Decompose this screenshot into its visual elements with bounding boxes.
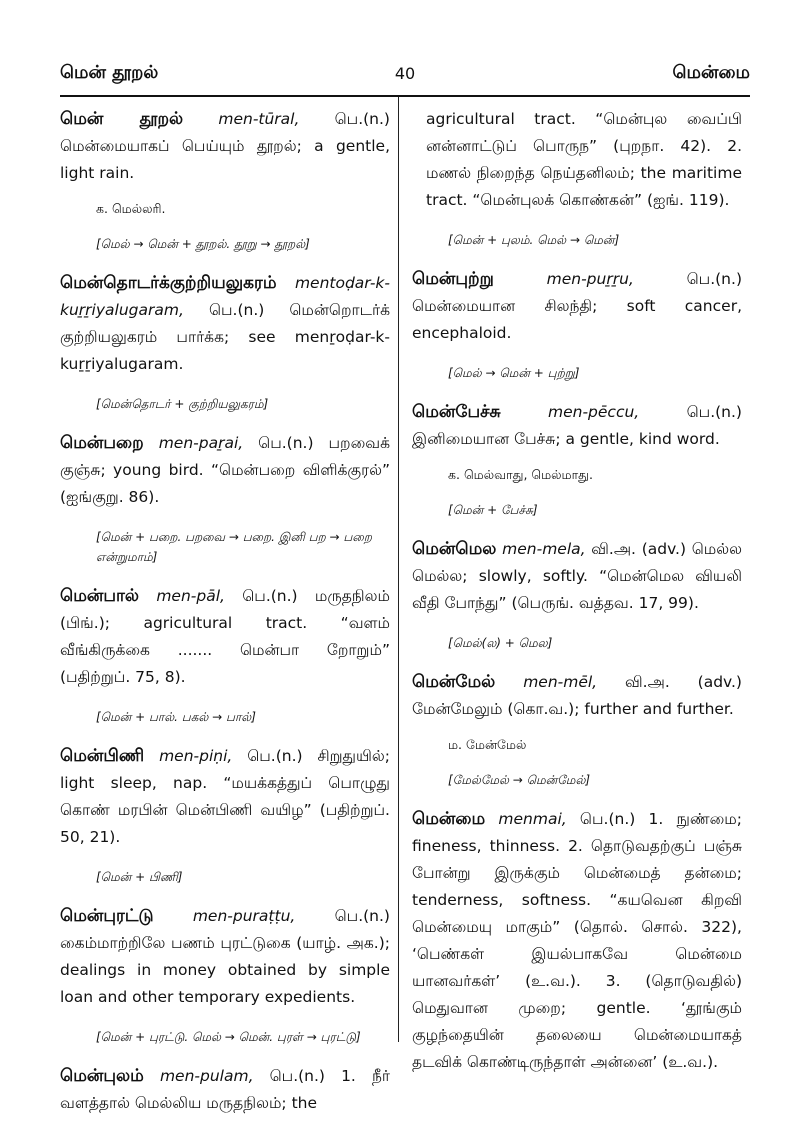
entry-headword: மென்பேச்சு: [412, 402, 501, 422]
etymology-note: [மென் + பால். பகல் → பால்]: [96, 710, 256, 724]
cognate-note: க. மெல்லரி.: [96, 201, 166, 216]
entry-transliteration: men-pulam,: [159, 1067, 254, 1085]
entry-headword: மென்தொடர்க்குற்றியலுகரம்: [60, 273, 277, 293]
dictionary-entry: [60, 1063, 390, 1117]
entry-transliteration: men-puṟṟu,: [546, 270, 634, 288]
entry-transliteration: men-mela,: [502, 540, 586, 558]
entry-transliteration: mentoḍar-k-kuṟṟiyalugaram,: [60, 274, 390, 319]
entry-headword: மென்மை: [412, 809, 486, 829]
dictionary-entry: [412, 399, 742, 453]
entry-definition: பெ.(n.) மருதநிலம் (பிங்.); agricultural tract. “வளம் வீங்கிருக்கை ....... மென்பா றோறும்” (பதிற்றுப். 75, 8).: [60, 587, 390, 686]
dictionary-entry: [60, 743, 390, 851]
cognate-note: க. மெல்வாது, மெல்மாது.: [448, 467, 593, 482]
entry-definition: பெ.(n.) மென்மையான சிலந்தி; soft cancer, encephaloid.: [412, 270, 742, 342]
entry-definition: பெ.(n.) இனிமையான பேச்சு; a gentle, kind word.: [412, 403, 742, 448]
dictionary-entry: [412, 806, 742, 1076]
dictionary-entry: [412, 669, 742, 723]
entry-transliteration: men-tūral,: [218, 110, 300, 128]
dictionary-entry: [412, 536, 742, 617]
entry-definition: பெ.(n.) சிறுதுயில்; light sleep, nap. “மயக்கத்துப் பொழுது கொண் மரபின் மென்பிணி வயிழ” (பதிற்றுப். 50, 21).: [60, 747, 390, 846]
entry-headword: மென்புரட்டு: [60, 906, 154, 926]
entry-definition: பெ.(n.) மென்மையாகப் பெய்யும் தூறல்; a gentle, light rain.: [60, 110, 390, 182]
dictionary-entry: [60, 270, 390, 378]
etymology-note: [மென் + புரட்டு. மெல் → மென். புரள் → புரட்டு]: [96, 1030, 361, 1044]
page-number: 40: [394, 64, 416, 83]
column-divider: [398, 97, 399, 1042]
right-column: [412, 106, 742, 1080]
etymology-note: [மெல் → மென் + புற்று]: [448, 366, 580, 380]
entry-headword: மென்பறை: [60, 433, 144, 453]
entry-definition: பெ.(n.) மென்றொடர்க் குற்றியலுகரம் பார்க்க; see menṟoḍar-k-kuṟṟiyalugaram.: [60, 301, 390, 373]
entry-headword: மென்பால்: [60, 586, 140, 606]
entry-definition: வி.அ. (adv.) மெல்ல மெல்ல; slowly, softly. “மென்மெல வியலி வீதி போந்து” (பெருங். வத்தவ. 17, 99).: [412, 540, 742, 612]
entry-transliteration: men-pēccu,: [548, 403, 640, 421]
cognate-note: ம. மேன்மேல்: [448, 737, 527, 752]
entry-transliteration: men-piṇi,: [159, 747, 233, 765]
entry-definition: பெ.(n.) 1. நுண்மை; fineness, thinness. 2. தொடுவதற்குப் பஞ்சு போன்று இருக்கும் மென்மைத் தன்மை; tenderness, softness. “கயவென கிறவி மென்மையு மாகும்” (தொல். சொல். 322), ‘பெண்கள் இயல்பாகவே மென்மை யானவர்கள்’ (உ.வ.). 3. (தொடுவதில்) மெதுவான முறை; gentle. ‘தூங்கும் குழந்தையின் தலையை மென்மையாகத் தடவிக் கொண்டிருந்தாள் அன்னை’ (உ.வ.).: [412, 810, 743, 1071]
dictionary-entry: [412, 266, 742, 347]
entry-definition: பெ.(n.) 1. நீர் வளத்தால் மெல்லிய மருதநிலம்; the: [60, 1067, 390, 1112]
dictionary-entry: [60, 583, 390, 691]
entry-transliteration: men-puraṭṭu,: [192, 907, 296, 925]
dictionary-entry: [60, 106, 390, 187]
etymology-note: [மெல்(ல) + மெல]: [448, 636, 553, 650]
entry-transliteration: menmai,: [498, 810, 567, 828]
entry-transliteration: men-pāl,: [156, 587, 225, 605]
entry-headword: மென்மெல: [412, 539, 497, 559]
etymology-note: [மெல் → மென் + தூறல். தூறு → தூறல்]: [96, 237, 310, 251]
entry-transliteration: men-mēl,: [523, 673, 598, 691]
entry-continuation: agricultural tract. “மென்புல வைப்பி னன்னாட்டுப் பொருந” (புறநா. 42). 2. மணல் நிறைந்த நெய்தனிலம்; the maritime tract. “மென்புலக் கொண்கன்” (ஐங். 119).: [426, 110, 742, 209]
entry-transliteration: men-paṟai,: [158, 434, 244, 452]
etymology-note: [மேல்மேல் → மென்மேல்]: [448, 773, 591, 787]
header-rule: [60, 95, 750, 97]
etymology-note: [மென்தொடர் + குற்றியலுகரம்]: [96, 397, 269, 411]
entry-definition: வி.அ. (adv.) மேன்மேலும் (கொ.வ.); further and further.: [412, 673, 742, 718]
entry-headword: மென்பிணி: [60, 746, 145, 766]
left-column: [60, 106, 390, 1121]
entry-headword: மென்புலம்: [60, 1066, 144, 1086]
etymology-note: [மென் + புலம். மெல் → மென்]: [448, 233, 620, 247]
etymology-note: [மென் + பிணி]: [96, 870, 183, 884]
dictionary-entry: [60, 903, 390, 1011]
entry-headword: மென்புற்று: [412, 269, 494, 289]
entry-definition: பெ.(n.) கைம்மாற்றிலே பணம் புரட்டுகை (யாழ். அக.); dealings in money obtained by simple loan and other temporary expedients.: [60, 907, 390, 1006]
entry-definition: பெ.(n.) பறவைக் குஞ்சு; young bird. “மென்பறை விளிக்குரல்” (ஐங்குறு. 86).: [60, 434, 390, 506]
etymology-note: [மென் + பேச்சு]: [448, 503, 538, 517]
header-left-guideword: மென் தூறல்: [60, 62, 159, 83]
etymology-note: [மென் + பறை. பறவை → பறை. இனி பற → பறை என்றுமாம்]: [96, 530, 372, 564]
dictionary-entry: [60, 430, 390, 511]
entry-headword: மென்மேல்: [412, 672, 496, 692]
entry-headword: மென் தூறல்: [60, 109, 184, 129]
header-right-guideword: மென்மை: [672, 62, 750, 83]
page-header: [60, 62, 750, 92]
